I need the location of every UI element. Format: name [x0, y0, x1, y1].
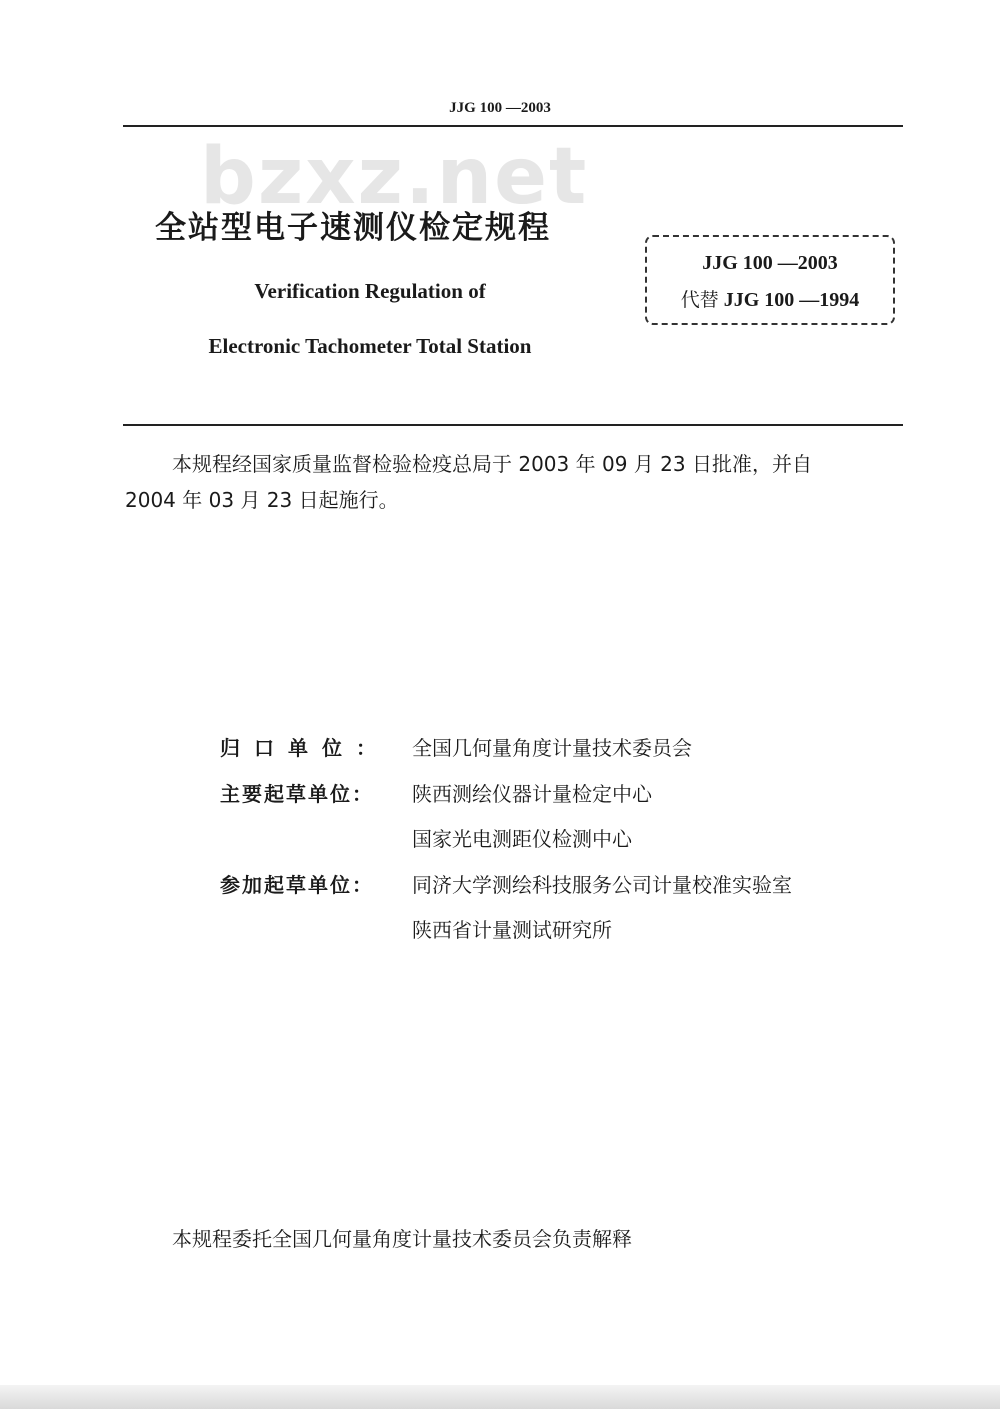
replaces-label: 代替 — [680, 289, 719, 311]
title-english-line1: Verification Regulation of — [254, 279, 486, 303]
approval-line1: 本规程经国家质量监督检验检疫总局于 2003 年 09 月 23 日批准，并自 — [172, 452, 812, 476]
page-bottom-edge — [0, 1385, 1000, 1409]
title-chinese: 全站型电子速测仪检定规程 — [155, 210, 551, 246]
replaces-code-line — [645, 285, 895, 312]
title-english-line2: Electronic Tachometer Total Station — [208, 334, 532, 358]
header-standard-code: JJG 100 —2003 — [449, 100, 551, 116]
responsible-unit-value: 全国几何量角度计量技术委员会 — [412, 736, 692, 760]
approval-line2: 2004 年 03 月 23 日起施行。 — [125, 488, 399, 512]
participating-label: 参加起草单位： — [220, 873, 374, 897]
participating-unit-2: 陕西省计量测试研究所 — [412, 918, 612, 942]
replaces-code: JJG 100 —1994 — [723, 289, 860, 311]
main-drafting-label: 主要起草单位： — [220, 782, 374, 806]
participating-unit-1: 同济大学测绘科技服务公司计量校准实验室 — [412, 873, 792, 897]
responsible-unit-label: 归口单位： — [220, 736, 390, 760]
interpretation-note: 本规程委托全国几何量角度计量技术委员会负责解释 — [172, 1227, 632, 1251]
middle-rule — [123, 424, 903, 426]
watermark: bzxz.net — [200, 132, 589, 222]
top-rule — [123, 125, 903, 127]
main-drafting-unit-2: 国家光电测距仪检测中心 — [412, 827, 632, 851]
standard-code: JJG 100 —2003 — [702, 252, 838, 274]
main-drafting-unit-1: 陕西测绘仪器计量检定中心 — [412, 782, 652, 806]
